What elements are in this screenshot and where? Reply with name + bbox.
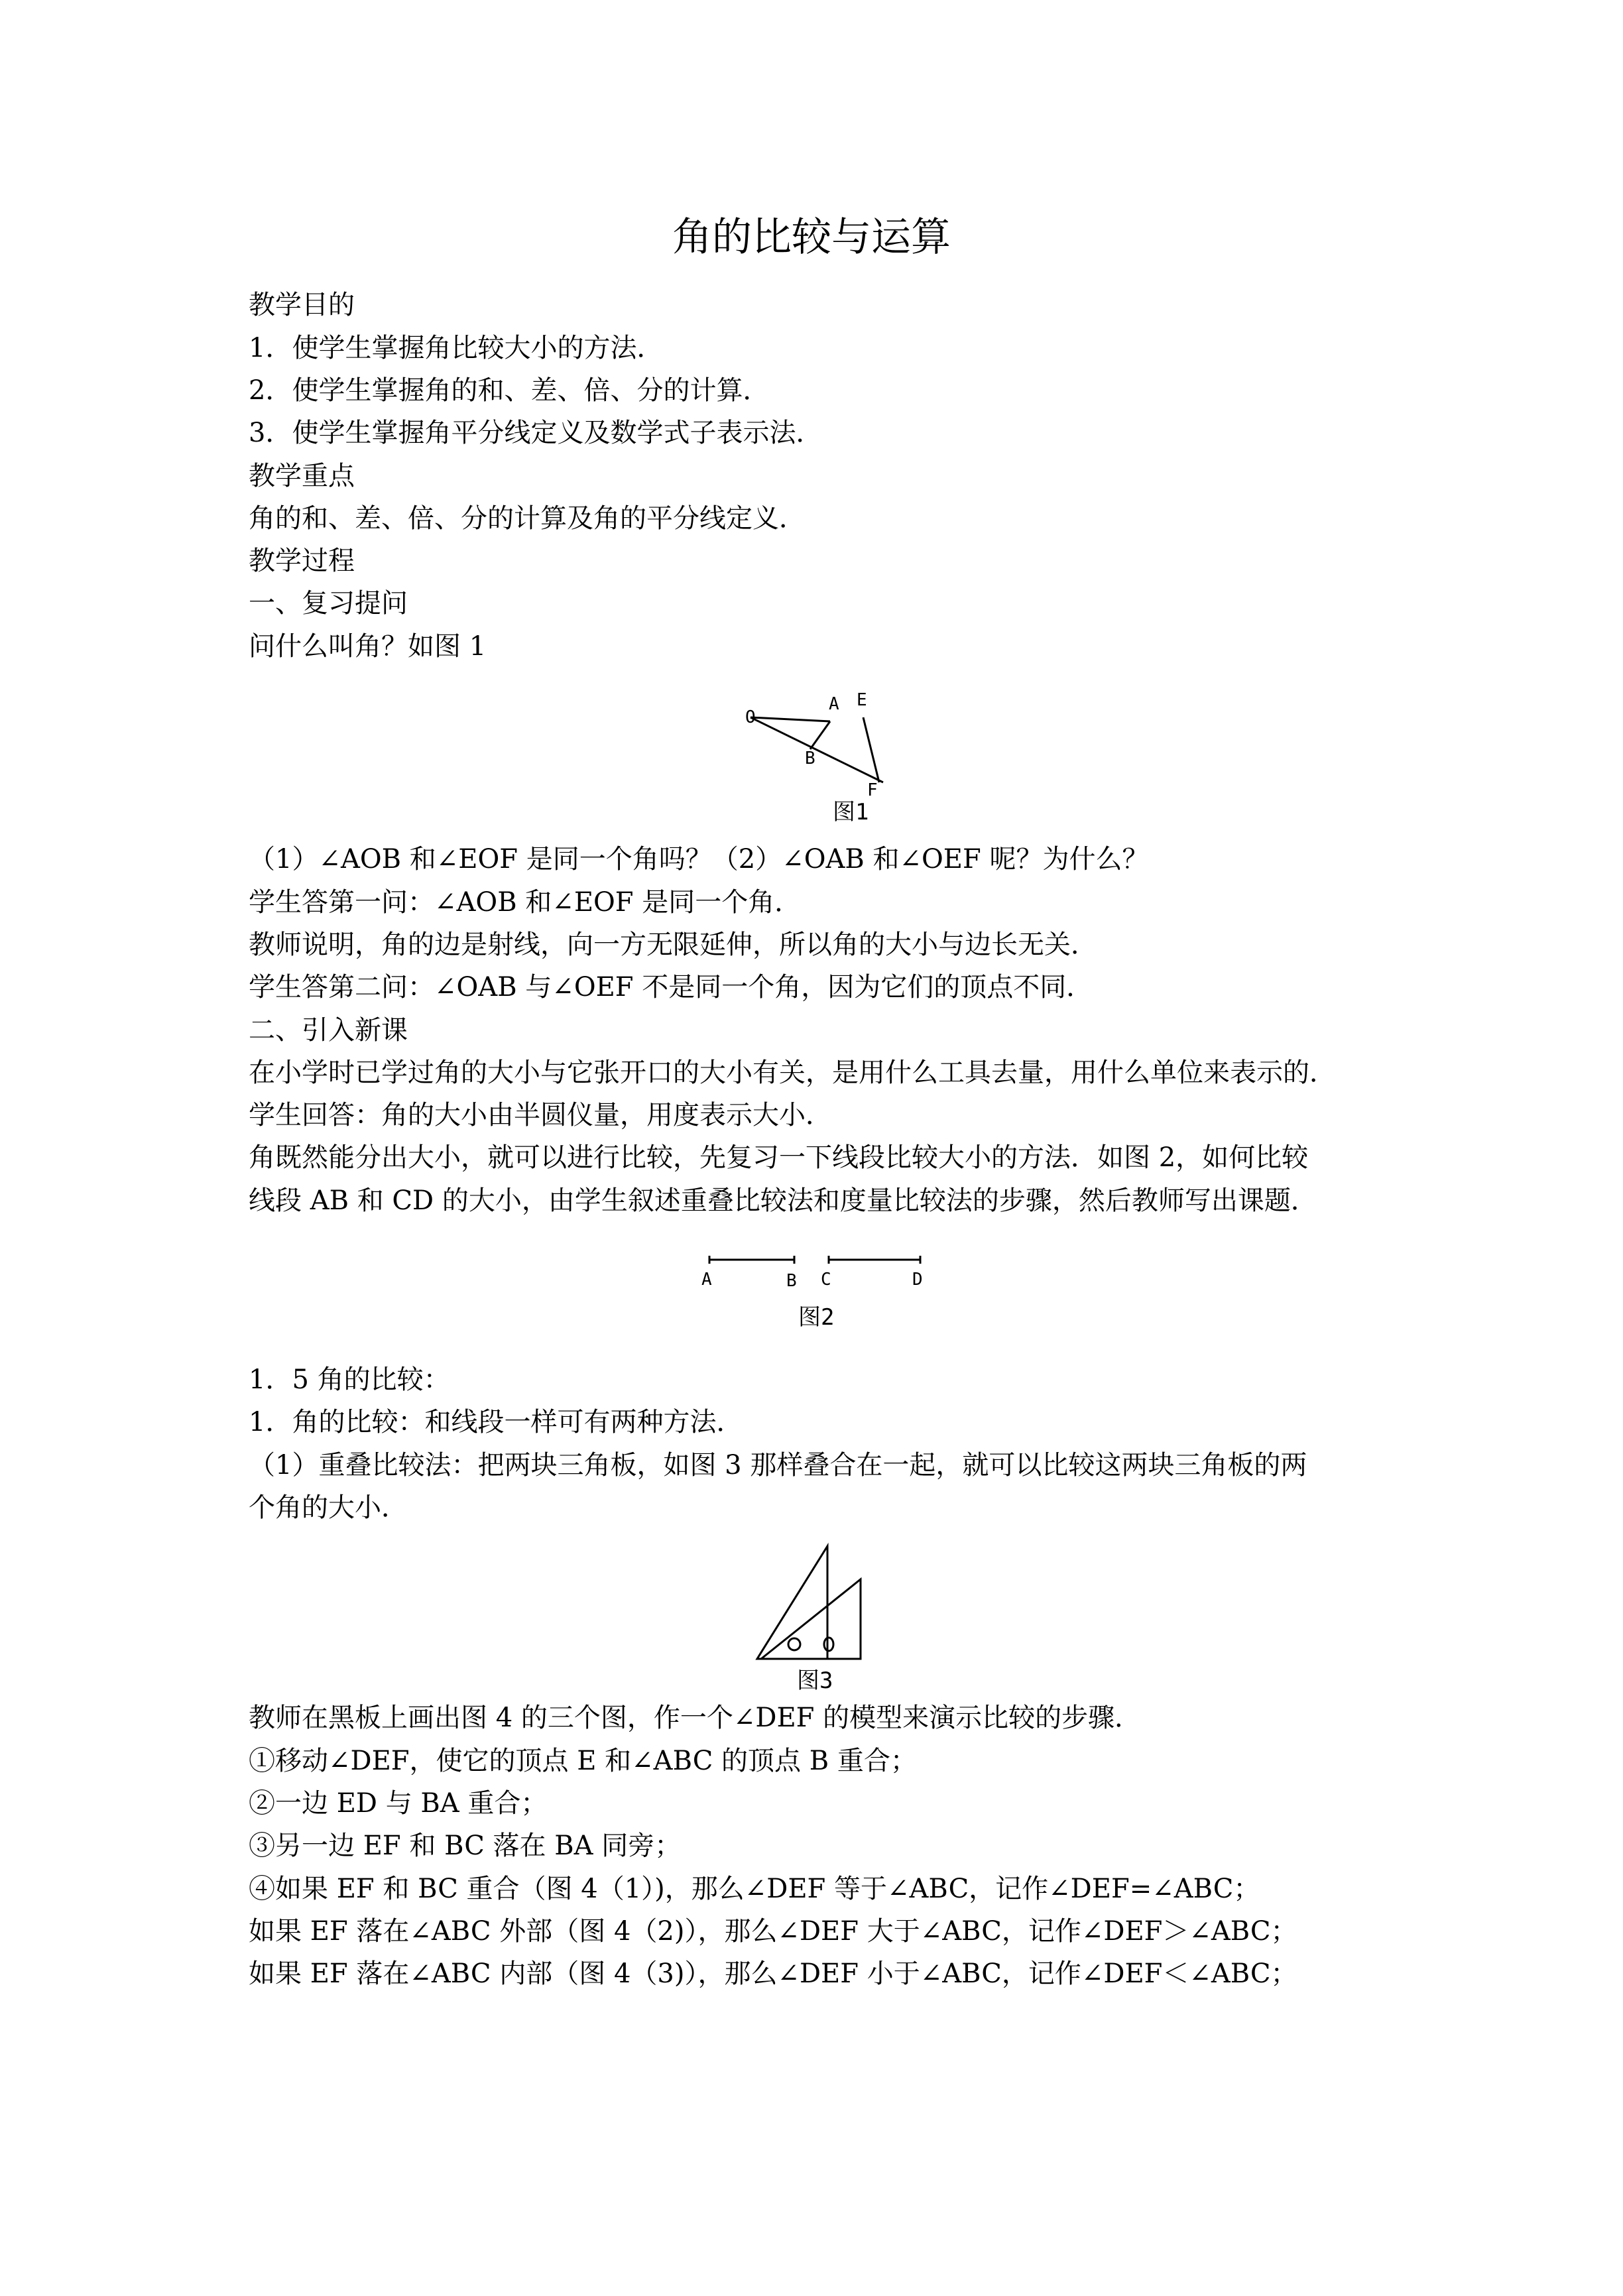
label-f: F	[867, 780, 878, 800]
section-heading-key-points: 教学重点	[249, 461, 355, 491]
question-1: （1）∠AOB 和∠EOF 是同一个角吗？（2）∠OAB 和∠OEF 呢？为什么？	[249, 844, 1149, 875]
figure-1	[736, 683, 895, 825]
section-heading-objectives: 教学目的	[249, 290, 355, 320]
figure-3-caption: 图3	[797, 1667, 833, 1694]
paragraph: 如果 EF 落在∠ABC 外部（图 4（2)），那么∠DEF 大于∠ABC，记作∠DEF＞∠ABC；	[249, 1916, 1297, 1947]
paragraph: 个角的大小．	[249, 1492, 408, 1523]
label-a: A	[829, 694, 839, 714]
figure-1-caption: 图1	[833, 799, 869, 825]
paragraph: 如果 EF 落在∠ABC 内部（图 4（3)），那么∠DEF 小于∠ABC，记作∠DEF＜∠ABC；	[249, 1959, 1297, 1989]
figure-2	[696, 1246, 935, 1333]
step-4: ④如果 EF 和 BC 重合（图 4（1）)，那么∠DEF 等于∠ABC，记作∠DEF=∠ABC；	[249, 1874, 1260, 1904]
label-b: B	[786, 1271, 797, 1291]
paragraph: 学生回答：角的大小由半圆仪量，用度表示大小．	[249, 1100, 832, 1130]
step-3: ③另一边 EF 和 BC 落在 BA 同旁；	[249, 1831, 682, 1861]
answer-1: 学生答第一问：∠AOB 和∠EOF 是同一个角．	[249, 887, 802, 918]
paragraph: 在小学时已学过角的大小与它张开口的大小有关，是用什么工具去量，用什么单位来表示的．	[249, 1057, 1336, 1088]
section-heading-process: 教学过程	[249, 546, 355, 576]
paragraph: 角既然能分出大小，就可以进行比较，先复习一下线段比较大小的方法．如图 2，如何比较	[249, 1142, 1309, 1173]
label-d: D	[912, 1270, 923, 1290]
objective-2: 2．使学生掌握角的和、差、倍、分的计算．	[249, 375, 770, 406]
label-c: C	[821, 1270, 831, 1290]
step-1: ①移动∠DEF，使它的顶点 E 和∠ABC 的顶点 B 重合；	[249, 1746, 917, 1776]
figure-2-caption: 图2	[798, 1304, 835, 1331]
paragraph: （1）重叠比较法：把两块三角板，如图 3 那样叠合在一起，就可以比较这两块三角板的两	[249, 1450, 1307, 1480]
label-a: A	[701, 1270, 712, 1290]
subsection-new-lesson: 二、引入新课	[249, 1015, 408, 1046]
answer-2: 学生答第二问：∠OAB 与∠OEF 不是同一个角，因为它们的顶点不同．	[249, 972, 1093, 1002]
paragraph: 教师在黑板上画出图 4 的三个图，作一个∠DEF 的模型来演示比较的步骤．	[249, 1703, 1142, 1733]
paragraph: 1．角的比较：和线段一样可有两种方法．	[249, 1407, 743, 1437]
page-title: 角的比较与运算	[672, 214, 951, 261]
label-e: E	[857, 690, 867, 710]
objective-1: 1．使学生掌握角比较大小的方法．	[249, 333, 664, 363]
figure-3	[749, 1538, 882, 1697]
step-2: ②一边 ED 与 BA 重合；	[249, 1788, 548, 1819]
section-heading-angle-comparison: 1．5 角的比较：	[249, 1364, 450, 1395]
key-points-text: 角的和、差、倍、分的计算及角的平分线定义．	[249, 503, 806, 534]
paragraph: 线段 AB 和 CD 的大小，由学生叙述重叠比较法和度量比较法的步骤，然后教师写出课题．	[249, 1185, 1317, 1216]
teacher-note: 教师说明，角的边是射线，向一方无限延伸，所以角的大小与边长无关．	[249, 930, 1097, 960]
label-b: B	[805, 749, 815, 768]
objective-3: 3．使学生掌握角平分线定义及数学式子表示法．	[249, 418, 823, 448]
paragraph: 问什么叫角？如图 1	[249, 631, 487, 662]
label-o: O	[745, 707, 756, 727]
subsection-review: 一、复习提问	[249, 588, 408, 619]
